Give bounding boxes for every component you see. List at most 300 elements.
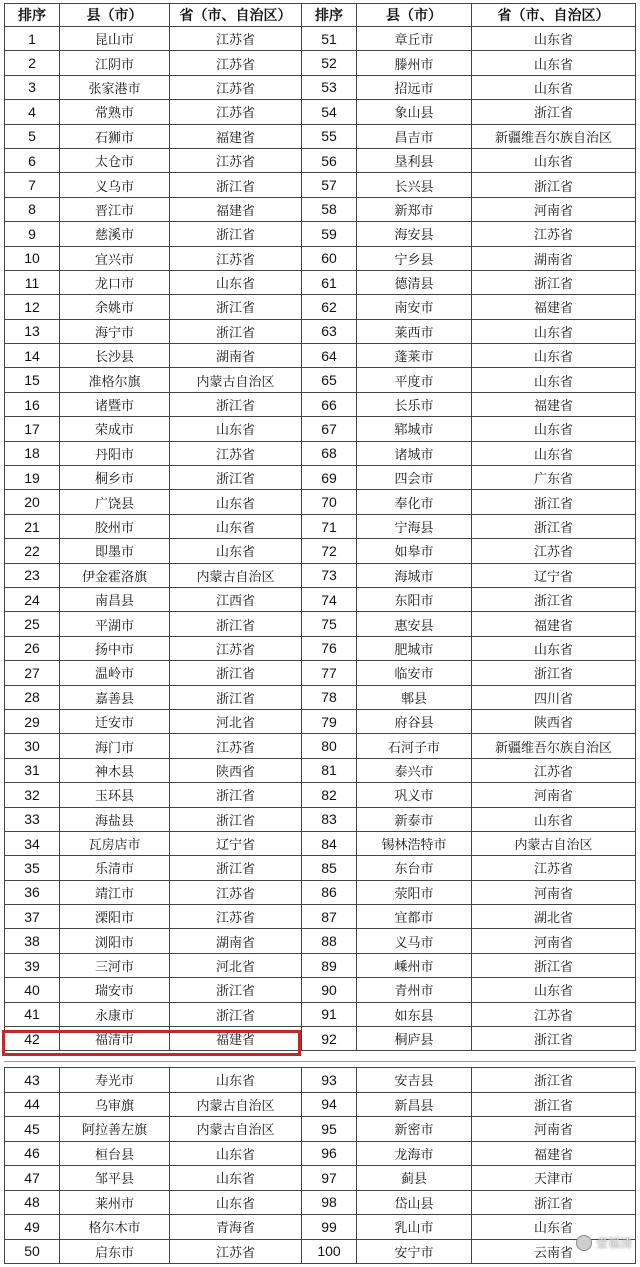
rank-cell: 1: [5, 27, 60, 51]
province-cell: 浙江省: [472, 1092, 636, 1117]
province-cell: 福建省: [472, 612, 636, 636]
rank-cell: 90: [302, 978, 357, 1002]
county-cell: 浏阳市: [60, 929, 170, 953]
province-cell: 新疆维吾尔族自治区: [472, 734, 636, 758]
province-cell: 浙江省: [472, 514, 636, 538]
table-row: [5, 563, 636, 587]
province-cell: 内蒙古自治区: [170, 1117, 302, 1142]
table-row: [5, 1190, 636, 1215]
county-cell: 南昌县: [60, 587, 170, 611]
rank-cell: 18: [5, 441, 60, 465]
province-cell: 河南省: [472, 880, 636, 904]
province-cell: 天津市: [472, 1166, 636, 1191]
rank-cell: 47: [5, 1166, 60, 1191]
table-row: [5, 490, 636, 514]
county-cell: 四会市: [357, 466, 472, 490]
county-cell: 泰兴市: [357, 758, 472, 782]
county-cell: 诸暨市: [60, 392, 170, 416]
county-cell: 蓟县: [357, 1166, 472, 1191]
county-cell: 乌审旗: [60, 1092, 170, 1117]
table-row: [5, 831, 636, 855]
county-cell: 垦利县: [357, 148, 472, 172]
rank-cell: 20: [5, 490, 60, 514]
rank-cell: 57: [302, 173, 357, 197]
county-cell: 准格尔旗: [60, 368, 170, 392]
county-cell: 瑞安市: [60, 978, 170, 1002]
watermark-text: 壹福清: [595, 1236, 632, 1250]
county-cell: 宜都市: [357, 905, 472, 929]
rank-cell: 69: [302, 466, 357, 490]
county-cell: 桓台县: [60, 1141, 170, 1166]
province-cell: 内蒙古自治区: [472, 831, 636, 855]
province-cell: 江苏省: [170, 905, 302, 929]
county-cell: 乳山市: [357, 1215, 472, 1240]
county-cell: 迁安市: [60, 709, 170, 733]
county-cell: 嵊州市: [357, 953, 472, 977]
province-cell: 福建省: [472, 295, 636, 319]
rank-cell: 58: [302, 197, 357, 221]
rank-cell: 74: [302, 587, 357, 611]
table-row: [5, 124, 636, 148]
county-cell: 瓦房店市: [60, 831, 170, 855]
rank-cell: 60: [302, 246, 357, 270]
rank-cell: 85: [302, 856, 357, 880]
county-cell: 海宁市: [60, 319, 170, 343]
county-cell: 岱山县: [357, 1190, 472, 1215]
county-cell: 伊金霍洛旗: [60, 563, 170, 587]
rank-cell: 48: [5, 1190, 60, 1215]
county-cell: 温岭市: [60, 661, 170, 685]
county-cell: 肥城市: [357, 636, 472, 660]
province-cell: 山东省: [472, 148, 636, 172]
province-cell: 内蒙古自治区: [170, 1092, 302, 1117]
county-cell: 郓城市: [357, 417, 472, 441]
province-cell: 山东省: [472, 1215, 636, 1240]
rank-cell: 99: [302, 1215, 357, 1240]
county-cell: 太仓市: [60, 148, 170, 172]
county-cell: 安宁市: [357, 1239, 472, 1264]
province-cell: 浙江省: [170, 807, 302, 831]
county-cell: 荣成市: [60, 417, 170, 441]
table-row: [5, 222, 636, 246]
rank-cell: 54: [302, 100, 357, 124]
county-cell: 义乌市: [60, 173, 170, 197]
rank-cell: 6: [5, 148, 60, 172]
rank-cell: 13: [5, 319, 60, 343]
province-cell: 江苏省: [170, 100, 302, 124]
header-rank: 排序: [302, 4, 357, 27]
rank-cell: 22: [5, 539, 60, 563]
rank-cell: 36: [5, 880, 60, 904]
table-row: [5, 344, 636, 368]
rank-cell: 56: [302, 148, 357, 172]
rank-cell: 97: [302, 1166, 357, 1191]
rank-cell: 66: [302, 392, 357, 416]
province-cell: 江苏省: [472, 1002, 636, 1026]
table-row: [5, 295, 636, 319]
table-row: [5, 1092, 636, 1117]
county-cell: 南安市: [357, 295, 472, 319]
county-cell: 临安市: [357, 661, 472, 685]
table-row: [5, 1002, 636, 1026]
rank-cell: 87: [302, 905, 357, 929]
county-cell: 章丘市: [357, 27, 472, 51]
rank-cell: 4: [5, 100, 60, 124]
rank-cell: 100: [302, 1239, 357, 1264]
province-cell: 浙江省: [170, 319, 302, 343]
county-cell: 张家港市: [60, 75, 170, 99]
county-cell: 义马市: [357, 929, 472, 953]
province-cell: 福建省: [170, 1027, 302, 1051]
province-cell: 福建省: [472, 1141, 636, 1166]
province-cell: 山东省: [472, 75, 636, 99]
county-cell: 惠安县: [357, 612, 472, 636]
rank-cell: 71: [302, 514, 357, 538]
rank-cell: 64: [302, 344, 357, 368]
county-cell: 东台市: [357, 856, 472, 880]
rank-cell: 96: [302, 1141, 357, 1166]
rank-cell: 21: [5, 514, 60, 538]
province-cell: 山东省: [170, 1166, 302, 1191]
county-cell: 慈溪市: [60, 222, 170, 246]
province-cell: 山东省: [170, 539, 302, 563]
rank-cell: 27: [5, 661, 60, 685]
table-row: [5, 758, 636, 782]
county-cell: 莱州市: [60, 1190, 170, 1215]
rank-cell: 2: [5, 51, 60, 75]
province-cell: 辽宁省: [472, 563, 636, 587]
province-cell: 福建省: [472, 392, 636, 416]
rank-cell: 37: [5, 905, 60, 929]
province-cell: 山东省: [170, 270, 302, 294]
county-cell: 乐清市: [60, 856, 170, 880]
rank-cell: 17: [5, 417, 60, 441]
province-cell: 山东省: [472, 807, 636, 831]
table-row: [5, 661, 636, 685]
rank-cell: 14: [5, 344, 60, 368]
province-cell: 湖北省: [472, 905, 636, 929]
rank-cell: 55: [302, 124, 357, 148]
province-cell: 江苏省: [170, 880, 302, 904]
county-cell: 余姚市: [60, 295, 170, 319]
rank-cell: 31: [5, 758, 60, 782]
divider: [4, 1061, 635, 1062]
rank-cell: 79: [302, 709, 357, 733]
province-cell: 山东省: [170, 417, 302, 441]
province-cell: 浙江省: [472, 587, 636, 611]
header-province: 省（市、自治区）: [170, 4, 302, 27]
county-cell: 丹阳市: [60, 441, 170, 465]
province-cell: 湖南省: [472, 246, 636, 270]
rank-cell: 12: [5, 295, 60, 319]
table-row: [5, 953, 636, 977]
province-cell: 浙江省: [170, 661, 302, 685]
rank-cell: 84: [302, 831, 357, 855]
table-row: [5, 148, 636, 172]
header-county: 县（市）: [357, 4, 472, 27]
wechat-icon: [576, 1235, 592, 1251]
rank-cell: 94: [302, 1092, 357, 1117]
province-cell: 福建省: [170, 197, 302, 221]
county-cell: 安吉县: [357, 1068, 472, 1093]
province-cell: 浙江省: [170, 1002, 302, 1026]
table-row: [5, 100, 636, 124]
county-cell: 新昌县: [357, 1092, 472, 1117]
rank-cell: 76: [302, 636, 357, 660]
rank-cell: 89: [302, 953, 357, 977]
province-cell: 云南省: [472, 1239, 636, 1264]
province-cell: 陕西省: [472, 709, 636, 733]
province-cell: 浙江省: [472, 270, 636, 294]
province-cell: 浙江省: [170, 685, 302, 709]
province-cell: 山东省: [472, 51, 636, 75]
table-row: [5, 685, 636, 709]
county-cell: 启东市: [60, 1239, 170, 1264]
rank-cell: 93: [302, 1068, 357, 1093]
province-cell: 山东省: [472, 319, 636, 343]
header-province: 省（市、自治区）: [472, 4, 636, 27]
rank-cell: 81: [302, 758, 357, 782]
rank-cell: 19: [5, 466, 60, 490]
province-cell: 浙江省: [472, 1068, 636, 1093]
county-cell: 玉环县: [60, 783, 170, 807]
rank-cell: 88: [302, 929, 357, 953]
province-cell: 山东省: [170, 514, 302, 538]
county-cell: 府谷县: [357, 709, 472, 733]
table-row: [5, 880, 636, 904]
province-cell: 浙江省: [472, 173, 636, 197]
province-cell: 江苏省: [170, 734, 302, 758]
header-county: 县（市）: [60, 4, 170, 27]
rank-cell: 63: [302, 319, 357, 343]
province-cell: 山东省: [170, 1068, 302, 1093]
rank-cell: 52: [302, 51, 357, 75]
province-cell: 浙江省: [472, 953, 636, 977]
table-row: [5, 612, 636, 636]
rank-cell: 45: [5, 1117, 60, 1142]
table-row: [5, 929, 636, 953]
province-cell: 江苏省: [472, 856, 636, 880]
table-row: [5, 856, 636, 880]
ranking-table-top: [4, 3, 636, 1051]
county-cell: 阿拉善左旗: [60, 1117, 170, 1142]
table-row: [5, 173, 636, 197]
county-cell: 诸城市: [357, 441, 472, 465]
table-row: [5, 1117, 636, 1142]
rank-cell: 78: [302, 685, 357, 709]
county-cell: 溧阳市: [60, 905, 170, 929]
rank-cell: 39: [5, 953, 60, 977]
table-row: [5, 75, 636, 99]
county-cell: 福清市: [60, 1027, 170, 1051]
rank-cell: 41: [5, 1002, 60, 1026]
province-cell: 江苏省: [170, 636, 302, 660]
province-cell: 山东省: [472, 417, 636, 441]
table-row: [5, 734, 636, 758]
province-cell: 江苏省: [170, 27, 302, 51]
province-cell: 山东省: [472, 368, 636, 392]
province-cell: 河南省: [472, 1117, 636, 1142]
table-row: [5, 709, 636, 733]
county-cell: 昆山市: [60, 27, 170, 51]
rank-cell: 65: [302, 368, 357, 392]
province-cell: 江苏省: [170, 441, 302, 465]
table-row: [5, 905, 636, 929]
province-cell: 江苏省: [170, 246, 302, 270]
table-row: [5, 807, 636, 831]
rank-cell: 44: [5, 1092, 60, 1117]
county-cell: 龙口市: [60, 270, 170, 294]
rank-cell: 34: [5, 831, 60, 855]
table-row: [5, 441, 636, 465]
rank-cell: 26: [5, 636, 60, 660]
rank-cell: 80: [302, 734, 357, 758]
county-cell: 平度市: [357, 368, 472, 392]
table-row: [5, 51, 636, 75]
table-row: [5, 417, 636, 441]
county-cell: 长乐市: [357, 392, 472, 416]
table-row: [5, 1068, 636, 1093]
province-cell: 福建省: [170, 124, 302, 148]
rank-cell: 67: [302, 417, 357, 441]
province-cell: 山东省: [472, 636, 636, 660]
rank-cell: 32: [5, 783, 60, 807]
rank-cell: 15: [5, 368, 60, 392]
county-cell: 广饶县: [60, 490, 170, 514]
county-cell: 邹平县: [60, 1166, 170, 1191]
province-cell: 江苏省: [170, 1239, 302, 1264]
table-row: [5, 636, 636, 660]
province-cell: 河南省: [472, 783, 636, 807]
county-cell: 扬中市: [60, 636, 170, 660]
rank-cell: 11: [5, 270, 60, 294]
county-cell: 即墨市: [60, 539, 170, 563]
highlight-box: [2, 1030, 301, 1056]
county-cell: 东阳市: [357, 587, 472, 611]
county-cell: 海城市: [357, 563, 472, 587]
province-cell: 河南省: [472, 929, 636, 953]
table-row: [5, 514, 636, 538]
county-cell: 三河市: [60, 953, 170, 977]
province-cell: 江苏省: [170, 75, 302, 99]
table-row: [5, 319, 636, 343]
province-cell: 江苏省: [472, 758, 636, 782]
province-cell: 江苏省: [472, 539, 636, 563]
county-cell: 平湖市: [60, 612, 170, 636]
county-cell: 莱西市: [357, 319, 472, 343]
province-cell: 山东省: [170, 1141, 302, 1166]
county-cell: 郫县: [357, 685, 472, 709]
table-row: [5, 197, 636, 221]
rank-cell: 49: [5, 1215, 60, 1240]
county-cell: 靖江市: [60, 880, 170, 904]
province-cell: 浙江省: [472, 1027, 636, 1051]
province-cell: 山东省: [472, 344, 636, 368]
county-cell: 长兴县: [357, 173, 472, 197]
county-cell: 青州市: [357, 978, 472, 1002]
ranking-table-bottom: [4, 1067, 636, 1264]
county-cell: 宁乡县: [357, 246, 472, 270]
rank-cell: 25: [5, 612, 60, 636]
table-row: [5, 368, 636, 392]
province-cell: 江苏省: [472, 222, 636, 246]
rank-cell: 61: [302, 270, 357, 294]
county-cell: 永康市: [60, 1002, 170, 1026]
county-cell: 长沙县: [60, 344, 170, 368]
county-cell: 嘉善县: [60, 685, 170, 709]
rank-cell: 10: [5, 246, 60, 270]
table-row: [5, 466, 636, 490]
province-cell: 山东省: [472, 978, 636, 1002]
province-cell: 浙江省: [472, 100, 636, 124]
rank-cell: 38: [5, 929, 60, 953]
table-header-row: [5, 4, 636, 27]
province-cell: 浙江省: [170, 612, 302, 636]
county-cell: 如皋市: [357, 539, 472, 563]
province-cell: 浙江省: [170, 856, 302, 880]
rank-cell: 30: [5, 734, 60, 758]
rank-cell: 42: [5, 1027, 60, 1051]
province-cell: 青海省: [170, 1215, 302, 1240]
province-cell: 辽宁省: [170, 831, 302, 855]
province-cell: 浙江省: [170, 295, 302, 319]
rank-cell: 75: [302, 612, 357, 636]
province-cell: 山东省: [472, 441, 636, 465]
county-cell: 海安县: [357, 222, 472, 246]
rank-cell: 95: [302, 1117, 357, 1142]
rank-cell: 5: [5, 124, 60, 148]
province-cell: 河南省: [472, 197, 636, 221]
rank-cell: 16: [5, 392, 60, 416]
table-row: [5, 270, 636, 294]
rank-cell: 92: [302, 1027, 357, 1051]
province-cell: 浙江省: [170, 783, 302, 807]
county-cell: 巩义市: [357, 783, 472, 807]
province-cell: 浙江省: [472, 1190, 636, 1215]
county-cell: 龙海市: [357, 1141, 472, 1166]
county-cell: 江阴市: [60, 51, 170, 75]
province-cell: 浙江省: [170, 978, 302, 1002]
county-cell: 锡林浩特市: [357, 831, 472, 855]
county-cell: 晋江市: [60, 197, 170, 221]
province-cell: 江西省: [170, 587, 302, 611]
rank-cell: 98: [302, 1190, 357, 1215]
county-cell: 蓬莱市: [357, 344, 472, 368]
watermark: [576, 1234, 632, 1251]
rank-cell: 51: [302, 27, 357, 51]
county-cell: 宁海县: [357, 514, 472, 538]
county-cell: 神木县: [60, 758, 170, 782]
province-cell: 浙江省: [170, 392, 302, 416]
county-cell: 新泰市: [357, 807, 472, 831]
province-cell: 内蒙古自治区: [170, 368, 302, 392]
rank-cell: 43: [5, 1068, 60, 1093]
county-cell: 新郑市: [357, 197, 472, 221]
table-row: [5, 783, 636, 807]
county-cell: 海门市: [60, 734, 170, 758]
county-cell: 石狮市: [60, 124, 170, 148]
province-cell: 山东省: [170, 1190, 302, 1215]
province-cell: 浙江省: [170, 466, 302, 490]
rank-cell: 28: [5, 685, 60, 709]
county-cell: 滕州市: [357, 51, 472, 75]
table-row: [5, 587, 636, 611]
county-cell: 新密市: [357, 1117, 472, 1142]
rank-cell: 23: [5, 563, 60, 587]
county-cell: 象山县: [357, 100, 472, 124]
rank-cell: 7: [5, 173, 60, 197]
county-cell: 如东县: [357, 1002, 472, 1026]
